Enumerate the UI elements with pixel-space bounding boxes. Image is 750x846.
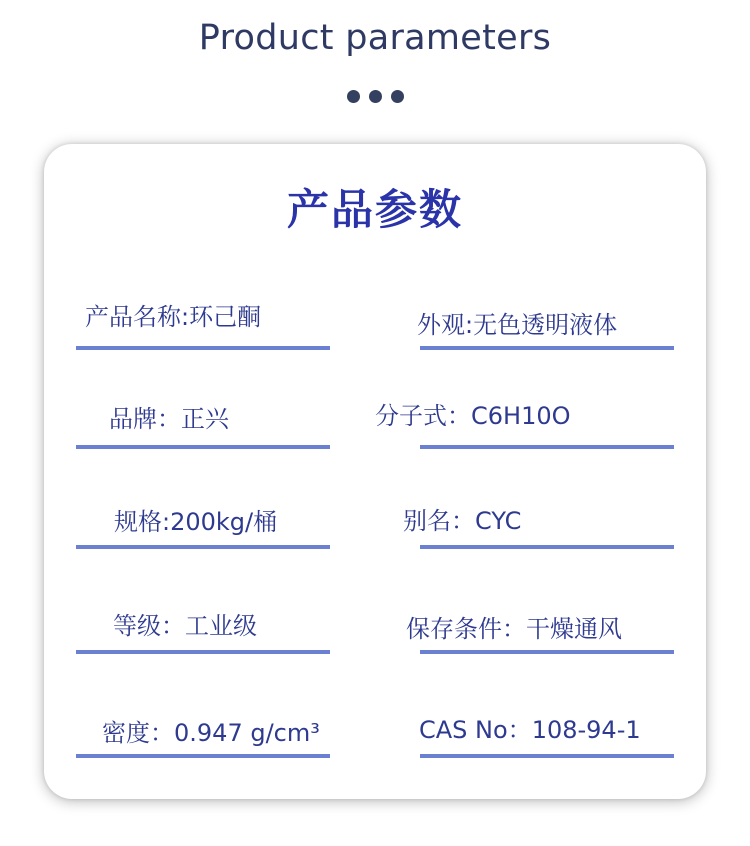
param-label: 规格:	[114, 508, 171, 536]
param-label: 产品名称:	[85, 303, 190, 331]
param-label: 别名：	[403, 507, 475, 535]
param-value: 工业级	[185, 612, 257, 640]
param-value: 环己酮	[189, 303, 262, 331]
param-brand	[109, 404, 229, 434]
param-label: 等级：	[113, 612, 185, 640]
param-cas-number	[419, 715, 641, 745]
param-label: 外观:	[417, 311, 474, 339]
page-heading: Product parameters	[198, 18, 552, 58]
param-value: 无色透明液体	[473, 311, 618, 339]
param-value: CYC	[475, 507, 522, 535]
param-value: 0.947 g/cm³	[174, 719, 320, 747]
param-grade	[113, 611, 257, 641]
param-formula	[375, 401, 571, 431]
param-underline	[420, 650, 674, 654]
param-density	[102, 718, 320, 748]
param-value: 正兴	[181, 405, 229, 433]
param-product-name	[85, 302, 261, 332]
param-value: 200kg/桶	[170, 508, 278, 536]
param-storage	[406, 614, 622, 644]
param-value: 干燥通风	[526, 615, 622, 643]
param-label: 分子式：	[375, 402, 471, 430]
dot-icon	[369, 90, 382, 103]
param-underline	[76, 545, 330, 549]
param-value: 108-94-1	[531, 716, 641, 744]
param-label: 保存条件：	[406, 615, 526, 643]
param-underline	[76, 754, 330, 758]
param-underline	[76, 346, 330, 350]
param-underline	[420, 754, 674, 758]
card-title: 产品参数	[286, 185, 463, 234]
param-underline	[76, 445, 330, 449]
param-label: 品牌：	[109, 405, 181, 433]
param-appearance	[417, 310, 617, 340]
param-label: 密度：	[102, 719, 174, 747]
param-underline	[420, 545, 674, 549]
dot-icon	[347, 90, 360, 103]
param-alias	[403, 506, 521, 536]
parameters-card	[44, 144, 706, 799]
decorative-dots	[0, 90, 750, 103]
param-specification	[114, 507, 277, 537]
param-underline	[76, 650, 330, 654]
param-label: CAS No：	[419, 716, 532, 744]
param-underline	[420, 346, 674, 350]
param-underline	[420, 445, 674, 449]
param-value: C6H10O	[471, 402, 571, 430]
dot-icon	[391, 90, 404, 103]
